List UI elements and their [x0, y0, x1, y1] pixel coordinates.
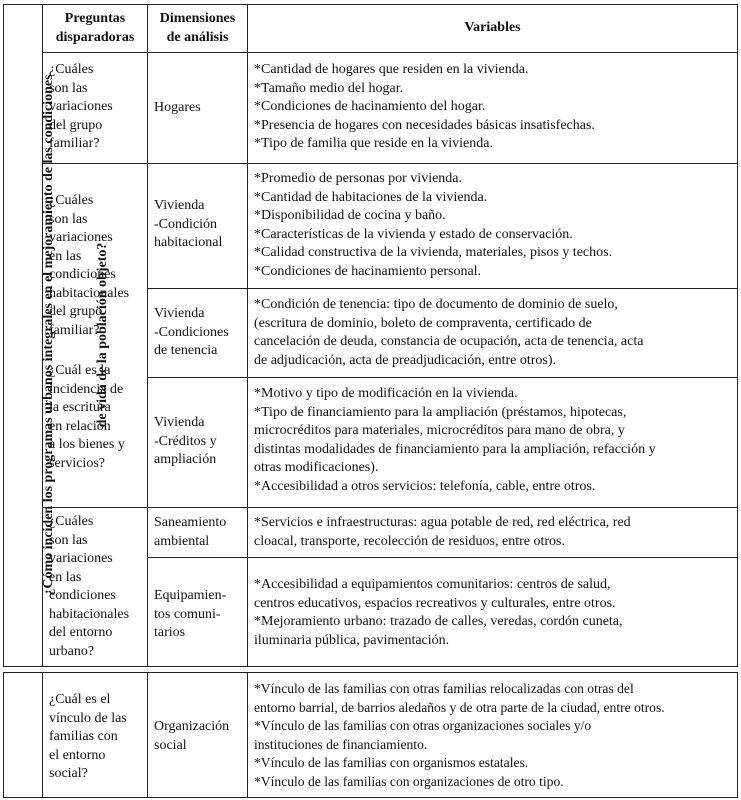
dimension-condicion-habitacional: Vivienda -Condición habitacional [154, 198, 223, 250]
header-preguntas: Preguntas disparadoras [55, 11, 135, 45]
table-border [147, 672, 148, 798]
variables-equipamientos: *Accesibilidad a equipamientos comunitarios: centros de salud, centros educativos, espacios recreativos y culturales, entre otros. *Mejoramiento urbano: trazado de calles, veredas, cordón cuneta, iluminaria pública, pavimentación. [254, 577, 623, 648]
variables-organizacion-social: *Vínculo de las familias con otras familias relocalizadas con otras del entorno barrial, de barrios aledaños y de otra parte de la ciudad, entre otros. *Vínculo de las familias con otras organizaciones sociales y/o instituciones de financiamiento. *Vínculo de las familias con organismos estatales. *Vínculo de las familias con organizaciones de otro tipo. [254, 681, 665, 789]
side-question-line-1: ¿Cómo inciden los programas urbanos integrales en el mejoramiento de las condiciones [41, 74, 56, 596]
table-border [42, 672, 43, 798]
side-question-line-2: de vida de la población objeto? [95, 242, 110, 428]
variables-condicion-habitacional: *Promedio de personas por vivienda. *Cantidad de habitaciones de la vivienda. *Disponibilidad de cocina y baño. *Características de la vivienda y estado de conservación. *Calidad constructiva de la vivienda, materiales, pisos y techos. *Condiciones de hacinamiento personal. [254, 171, 613, 279]
variables-hogares: *Cantidad de hogares que residen en la vivienda. *Tamaño medio del hogar. *Condiciones de hacinamiento del hogar. *Presencia de hogares con necesidades básicas insatisfechas. *Tipo de familia que reside en la vivienda. [254, 62, 595, 152]
question-grupo-familiar: ¿Cuáles son las variaciones del grupo familiar? [49, 62, 113, 151]
dimension-hogares: Hogares [154, 100, 201, 115]
table-border [3, 666, 738, 667]
variables-creditos-ampliacion: *Motivo y tipo de modificación en la vivienda. *Tipo de financiamiento para la ampliación (préstamos, hipotecas, microcréditos para materiales, microcréditos para mano de obra, y distintas modalidades de financiamiento para la ampliación, refacción y otras modificaciones). *Accesibilidad a otros servicios: telefonía, cable, entre otros. [254, 386, 656, 494]
question-condiciones-habitacionales: ¿Cuáles son las variaciones en las condiciones habitacionales del grupo familiar? [49, 193, 130, 338]
dimension-equipamientos: Equipamien- tos comuni- tarios [154, 588, 227, 640]
table-border [737, 672, 738, 798]
header-variables: Variables [464, 20, 521, 35]
variables-saneamiento: *Servicios e infraestructuras: agua potable de red, red eléctrica, red cloacal, transporte, recolección de residuos, entre otros. [254, 515, 631, 549]
table-border [737, 4, 738, 666]
table-border [147, 557, 738, 558]
dimension-creditos-ampliacion: Vivienda -Créditos y ampliación [154, 415, 217, 467]
table-border [3, 672, 738, 673]
table-border [3, 672, 4, 798]
table-border [147, 288, 738, 289]
dimension-organizacion-social: Organización social [154, 719, 230, 753]
question-entorno-urbano: ¿Cuáles son las variaciones en las condiciones habitacionales del entorno urbano? [49, 514, 130, 659]
dimension-saneamiento: Saneamiento ambiental [154, 515, 227, 549]
variables-condiciones-tenencia: *Condición de tenencia: tipo de documento de dominio de suelo, (escritura de dominio, boleto de compraventa, certificado de cancelación de deuda, constancia de ocupación, acta de tenencia, acta de adjudicación, acta de preadjudicación, entre otros). [254, 297, 644, 368]
header-dimensiones: Dimensiones de análisis [159, 11, 236, 45]
question-escritura: ¿Cuál es la incidencia de la escritura en relación a los bienes y servicios? [49, 363, 125, 471]
table-border [247, 4, 248, 666]
table-border [247, 672, 248, 798]
table-border [147, 377, 738, 378]
question-entorno-social: ¿Cuál es el vínculo de las familias con el entorno social? [49, 692, 127, 781]
table-border [3, 797, 738, 798]
dimension-condiciones-tenencia: Vivienda -Condiciones de tenencia [154, 306, 229, 358]
